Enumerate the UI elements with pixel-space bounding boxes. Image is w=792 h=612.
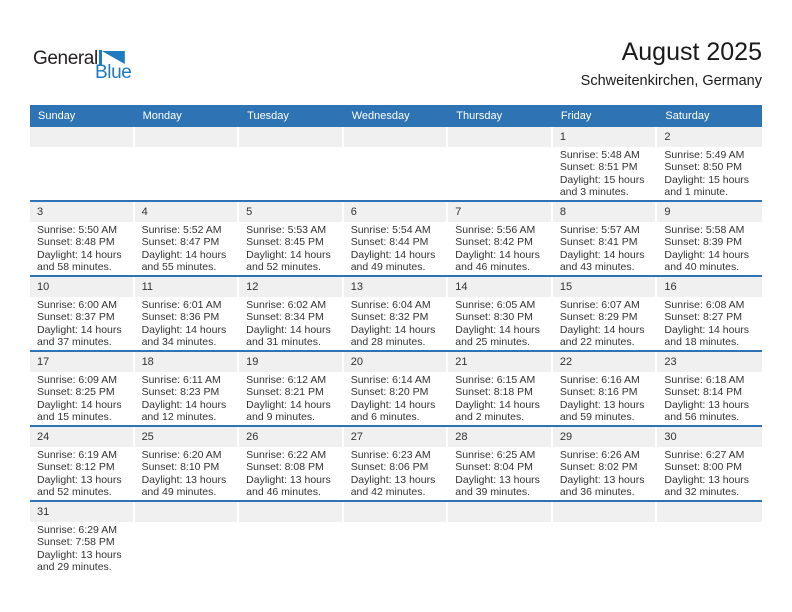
day-details bbox=[657, 447, 762, 500]
daylight-text: Daylight: 14 hours and 15 minutes. bbox=[37, 398, 122, 423]
page-subtitle: Schweitenkirchen, Germany bbox=[580, 73, 762, 89]
page-title: August 2025 bbox=[621, 38, 762, 66]
day-cell bbox=[30, 352, 135, 425]
sunrise-text: Sunrise: 6:27 AM bbox=[664, 449, 745, 461]
day-number bbox=[239, 502, 344, 522]
day-number: 9 bbox=[657, 202, 762, 222]
sunset-text: Sunset: 8:39 PM bbox=[664, 236, 743, 249]
day-number: 6 bbox=[344, 202, 449, 222]
daylight-text: Daylight: 14 hours and 40 minutes. bbox=[664, 248, 750, 273]
day-number: 31 bbox=[30, 502, 135, 522]
day-details bbox=[239, 447, 344, 500]
sunset-text: Sunset: 7:58 PM bbox=[37, 536, 115, 549]
day-number: 29 bbox=[553, 427, 658, 447]
daylight-text: Daylight: 13 hours and 42 minutes. bbox=[350, 473, 436, 498]
day-number: 7 bbox=[448, 202, 553, 222]
day-details bbox=[344, 147, 449, 200]
day-number: 8 bbox=[553, 202, 658, 222]
day-number: 21 bbox=[448, 352, 553, 372]
day-number: 1 bbox=[553, 127, 658, 147]
day-number: 5 bbox=[239, 202, 344, 222]
sunset-text: Sunset: 8:36 PM bbox=[141, 311, 220, 324]
day-number: 22 bbox=[553, 352, 658, 372]
day-number: 25 bbox=[135, 427, 240, 447]
sunrise-text: Sunrise: 6:07 AM bbox=[559, 299, 640, 311]
day-cell bbox=[448, 352, 553, 425]
weekday-friday: Friday bbox=[560, 110, 592, 122]
sunset-text: Sunset: 8:41 PM bbox=[559, 236, 638, 249]
day-number bbox=[30, 127, 135, 147]
day-details bbox=[135, 447, 240, 500]
day-details bbox=[239, 147, 344, 200]
empty-day-cell bbox=[239, 127, 344, 200]
sunset-text: Sunset: 8:20 PM bbox=[350, 386, 429, 399]
sunrise-text: Sunrise: 6:20 AM bbox=[141, 449, 222, 461]
day-cell bbox=[239, 202, 344, 275]
sunrise-text: Sunrise: 6:16 AM bbox=[559, 374, 640, 386]
empty-day-cell bbox=[448, 127, 553, 200]
sunrise-text: Sunrise: 6:14 AM bbox=[350, 374, 431, 386]
day-number bbox=[657, 502, 762, 522]
sunrise-text: Sunrise: 6:09 AM bbox=[37, 374, 117, 386]
day-cell bbox=[657, 127, 762, 200]
sunrise-text: Sunrise: 6:00 AM bbox=[37, 299, 117, 311]
day-number: 28 bbox=[448, 427, 553, 447]
weekday-monday: Monday bbox=[142, 110, 182, 122]
sunrise-text: Sunrise: 6:08 AM bbox=[664, 299, 745, 311]
sunset-text: Sunset: 8:45 PM bbox=[246, 236, 324, 249]
calendar-weeks bbox=[30, 127, 762, 575]
daylight-text: Daylight: 13 hours and 29 minutes. bbox=[37, 548, 122, 573]
day-details bbox=[553, 297, 658, 350]
sunset-text: Sunset: 8:48 PM bbox=[37, 236, 115, 249]
day-number: 27 bbox=[344, 427, 449, 447]
sunrise-text: Sunrise: 6:18 AM bbox=[664, 374, 745, 386]
general-blue-logo bbox=[33, 50, 153, 82]
daylight-text: Daylight: 14 hours and 52 minutes. bbox=[246, 248, 331, 273]
sunrise-text: Sunrise: 5:56 AM bbox=[455, 224, 536, 236]
empty-day-cell bbox=[30, 127, 135, 200]
day-number bbox=[239, 127, 344, 147]
weekday-wednesday: Wednesday bbox=[351, 110, 410, 122]
sunset-text: Sunset: 8:51 PM bbox=[559, 161, 638, 174]
daylight-text: Daylight: 13 hours and 36 minutes. bbox=[559, 473, 645, 498]
day-number: 13 bbox=[344, 277, 449, 297]
title-block bbox=[581, 38, 762, 89]
daylight-text: Daylight: 13 hours and 59 minutes. bbox=[559, 398, 645, 423]
day-cell bbox=[135, 427, 240, 500]
day-details bbox=[30, 297, 135, 350]
week-row bbox=[30, 350, 762, 425]
day-details bbox=[448, 147, 553, 200]
day-details bbox=[448, 372, 553, 425]
day-cell bbox=[30, 502, 135, 575]
day-cell bbox=[135, 352, 240, 425]
day-cell bbox=[448, 202, 553, 275]
sunset-text: Sunset: 8:08 PM bbox=[246, 461, 324, 474]
daylight-text: Daylight: 14 hours and 31 minutes. bbox=[246, 323, 331, 348]
day-details bbox=[344, 522, 449, 575]
sunrise-text: Sunrise: 5:57 AM bbox=[559, 224, 640, 236]
daylight-text: Daylight: 14 hours and 46 minutes. bbox=[455, 248, 540, 273]
daylight-text: Daylight: 14 hours and 34 minutes. bbox=[141, 323, 227, 348]
daylight-text: Daylight: 13 hours and 46 minutes. bbox=[246, 473, 331, 498]
sunset-text: Sunset: 8:06 PM bbox=[350, 461, 429, 474]
day-number: 30 bbox=[657, 427, 762, 447]
empty-day-cell bbox=[135, 502, 240, 575]
sunset-text: Sunset: 8:04 PM bbox=[455, 461, 533, 474]
day-number: 2 bbox=[657, 127, 762, 147]
week-row bbox=[30, 425, 762, 500]
day-cell bbox=[657, 352, 762, 425]
day-number: 20 bbox=[344, 352, 449, 372]
day-number: 3 bbox=[30, 202, 135, 222]
day-number bbox=[448, 127, 553, 147]
daylight-text: Daylight: 14 hours and 49 minutes. bbox=[350, 248, 436, 273]
day-details bbox=[239, 522, 344, 575]
sunrise-text: Sunrise: 6:01 AM bbox=[141, 299, 222, 311]
daylight-text: Daylight: 13 hours and 56 minutes. bbox=[664, 398, 750, 423]
day-number bbox=[135, 127, 240, 147]
sunrise-text: Sunrise: 6:19 AM bbox=[37, 449, 117, 461]
daylight-text: Daylight: 14 hours and 25 minutes. bbox=[455, 323, 540, 348]
day-details bbox=[448, 222, 553, 275]
day-details bbox=[135, 222, 240, 275]
week-row bbox=[30, 127, 762, 200]
daylight-text: Daylight: 13 hours and 52 minutes. bbox=[37, 473, 122, 498]
sunset-text: Sunset: 8:27 PM bbox=[664, 311, 743, 324]
day-details bbox=[657, 297, 762, 350]
sunrise-text: Sunrise: 6:12 AM bbox=[246, 374, 327, 386]
day-details bbox=[135, 147, 240, 200]
sunset-text: Sunset: 8:29 PM bbox=[559, 311, 638, 324]
daylight-text: Daylight: 14 hours and 43 minutes. bbox=[559, 248, 645, 273]
day-number: 12 bbox=[239, 277, 344, 297]
day-cell bbox=[135, 202, 240, 275]
day-cell bbox=[344, 202, 449, 275]
sunset-text: Sunset: 8:42 PM bbox=[455, 236, 533, 249]
day-cell bbox=[344, 277, 449, 350]
daylight-text: Daylight: 13 hours and 32 minutes. bbox=[664, 473, 750, 498]
sunrise-text: Sunrise: 6:02 AM bbox=[246, 299, 327, 311]
day-number bbox=[135, 502, 240, 522]
day-number: 14 bbox=[448, 277, 553, 297]
day-details bbox=[448, 297, 553, 350]
day-cell bbox=[344, 427, 449, 500]
day-details bbox=[135, 372, 240, 425]
sunrise-text: Sunrise: 6:29 AM bbox=[37, 524, 117, 536]
day-cell bbox=[135, 277, 240, 350]
sunset-text: Sunset: 8:10 PM bbox=[141, 461, 220, 474]
day-number: 19 bbox=[239, 352, 344, 372]
day-details bbox=[30, 147, 135, 200]
sunrise-text: Sunrise: 5:58 AM bbox=[664, 224, 745, 236]
day-details bbox=[344, 222, 449, 275]
day-details bbox=[448, 447, 553, 500]
sunset-text: Sunset: 8:37 PM bbox=[37, 311, 115, 324]
day-details bbox=[344, 447, 449, 500]
sunrise-text: Sunrise: 5:53 AM bbox=[246, 224, 327, 236]
daylight-text: Daylight: 14 hours and 22 minutes. bbox=[559, 323, 645, 348]
sunrise-text: Sunrise: 6:15 AM bbox=[455, 374, 536, 386]
day-details bbox=[30, 522, 135, 575]
day-cell bbox=[553, 202, 658, 275]
day-details bbox=[657, 147, 762, 200]
day-cell bbox=[30, 427, 135, 500]
sunset-text: Sunset: 8:34 PM bbox=[246, 311, 324, 324]
empty-day-cell bbox=[135, 127, 240, 200]
daylight-text: Daylight: 15 hours and 3 minutes. bbox=[559, 173, 645, 198]
day-details bbox=[30, 222, 135, 275]
day-details bbox=[553, 447, 658, 500]
day-cell bbox=[553, 127, 658, 200]
day-details bbox=[553, 222, 658, 275]
day-cell bbox=[30, 202, 135, 275]
day-details bbox=[30, 372, 135, 425]
sunrise-text: Sunrise: 6:26 AM bbox=[559, 449, 640, 461]
day-details bbox=[448, 522, 553, 575]
weekday-thursday: Thursday bbox=[456, 110, 503, 122]
daylight-text: Daylight: 14 hours and 18 minutes. bbox=[664, 323, 750, 348]
sunrise-text: Sunrise: 5:54 AM bbox=[350, 224, 431, 236]
empty-day-cell bbox=[657, 502, 762, 575]
sunset-text: Sunset: 8:47 PM bbox=[141, 236, 220, 249]
sunrise-text: Sunrise: 6:22 AM bbox=[246, 449, 327, 461]
logo-text-blue: Blue bbox=[95, 62, 132, 83]
sunset-text: Sunset: 8:32 PM bbox=[350, 311, 429, 324]
sunset-text: Sunset: 8:18 PM bbox=[455, 386, 533, 399]
day-number bbox=[344, 127, 449, 147]
sunset-text: Sunset: 8:14 PM bbox=[664, 386, 743, 399]
sunrise-text: Sunrise: 5:50 AM bbox=[37, 224, 117, 236]
sunset-text: Sunset: 8:12 PM bbox=[37, 461, 115, 474]
weekday-sunday: Sunday bbox=[38, 110, 76, 122]
logo-text-general: General bbox=[33, 48, 98, 69]
sunrise-text: Sunrise: 5:49 AM bbox=[664, 149, 745, 161]
sunset-text: Sunset: 8:00 PM bbox=[664, 461, 743, 474]
day-cell bbox=[657, 427, 762, 500]
empty-day-cell bbox=[448, 502, 553, 575]
day-cell bbox=[553, 427, 658, 500]
sunset-text: Sunset: 8:50 PM bbox=[664, 161, 743, 174]
day-number bbox=[448, 502, 553, 522]
day-cell bbox=[344, 352, 449, 425]
sunrise-text: Sunrise: 6:05 AM bbox=[455, 299, 536, 311]
sunset-text: Sunset: 8:16 PM bbox=[559, 386, 638, 399]
day-number: 11 bbox=[135, 277, 240, 297]
weekday-header-row bbox=[30, 105, 762, 127]
day-details bbox=[239, 372, 344, 425]
sunset-text: Sunset: 8:30 PM bbox=[455, 311, 533, 324]
week-row bbox=[30, 275, 762, 350]
day-number: 24 bbox=[30, 427, 135, 447]
daylight-text: Daylight: 14 hours and 6 minutes. bbox=[350, 398, 436, 423]
day-number bbox=[553, 502, 658, 522]
week-row bbox=[30, 500, 762, 575]
day-number: 10 bbox=[30, 277, 135, 297]
sunrise-text: Sunrise: 6:11 AM bbox=[141, 374, 221, 386]
day-cell bbox=[553, 352, 658, 425]
day-details bbox=[239, 222, 344, 275]
sunrise-text: Sunrise: 5:52 AM bbox=[141, 224, 222, 236]
day-cell bbox=[239, 352, 344, 425]
weekday-tuesday: Tuesday bbox=[247, 110, 289, 122]
empty-day-cell bbox=[344, 502, 449, 575]
daylight-text: Daylight: 14 hours and 37 minutes. bbox=[37, 323, 122, 348]
sunset-text: Sunset: 8:23 PM bbox=[141, 386, 220, 399]
day-details bbox=[553, 522, 658, 575]
day-cell bbox=[30, 277, 135, 350]
day-number: 4 bbox=[135, 202, 240, 222]
empty-day-cell bbox=[344, 127, 449, 200]
weekday-saturday: Saturday bbox=[665, 110, 710, 122]
sunset-text: Sunset: 8:44 PM bbox=[350, 236, 429, 249]
daylight-text: Daylight: 14 hours and 12 minutes. bbox=[141, 398, 227, 423]
daylight-text: Daylight: 14 hours and 2 minutes. bbox=[455, 398, 540, 423]
sunrise-text: Sunrise: 6:25 AM bbox=[455, 449, 536, 461]
sunrise-text: Sunrise: 6:04 AM bbox=[350, 299, 431, 311]
day-details bbox=[657, 222, 762, 275]
day-cell bbox=[657, 277, 762, 350]
day-details bbox=[553, 372, 658, 425]
empty-day-cell bbox=[553, 502, 658, 575]
calendar bbox=[30, 105, 762, 575]
sunset-text: Sunset: 8:02 PM bbox=[559, 461, 638, 474]
day-number: 15 bbox=[553, 277, 658, 297]
day-details bbox=[657, 522, 762, 575]
day-cell bbox=[448, 277, 553, 350]
day-cell bbox=[448, 427, 553, 500]
day-details bbox=[553, 147, 658, 200]
sunset-text: Sunset: 8:21 PM bbox=[246, 386, 324, 399]
day-details bbox=[135, 522, 240, 575]
day-details bbox=[135, 297, 240, 350]
daylight-text: Daylight: 13 hours and 39 minutes. bbox=[455, 473, 540, 498]
day-number: 16 bbox=[657, 277, 762, 297]
day-number: 26 bbox=[239, 427, 344, 447]
sunrise-text: Sunrise: 5:48 AM bbox=[559, 149, 640, 161]
daylight-text: Daylight: 15 hours and 1 minute. bbox=[664, 173, 750, 198]
daylight-text: Daylight: 14 hours and 28 minutes. bbox=[350, 323, 436, 348]
day-cell bbox=[553, 277, 658, 350]
week-row bbox=[30, 200, 762, 275]
day-details bbox=[344, 297, 449, 350]
day-cell bbox=[657, 202, 762, 275]
day-number: 23 bbox=[657, 352, 762, 372]
day-details bbox=[344, 372, 449, 425]
sunset-text: Sunset: 8:25 PM bbox=[37, 386, 115, 399]
day-details bbox=[30, 447, 135, 500]
day-number: 18 bbox=[135, 352, 240, 372]
daylight-text: Daylight: 14 hours and 9 minutes. bbox=[246, 398, 331, 423]
empty-day-cell bbox=[239, 502, 344, 575]
sunrise-text: Sunrise: 6:23 AM bbox=[350, 449, 431, 461]
day-cell bbox=[239, 427, 344, 500]
daylight-text: Daylight: 14 hours and 55 minutes. bbox=[141, 248, 227, 273]
day-details bbox=[657, 372, 762, 425]
day-details bbox=[239, 297, 344, 350]
day-number: 17 bbox=[30, 352, 135, 372]
daylight-text: Daylight: 13 hours and 49 minutes. bbox=[141, 473, 227, 498]
day-number bbox=[344, 502, 449, 522]
day-cell bbox=[239, 277, 344, 350]
daylight-text: Daylight: 14 hours and 58 minutes. bbox=[37, 248, 122, 273]
